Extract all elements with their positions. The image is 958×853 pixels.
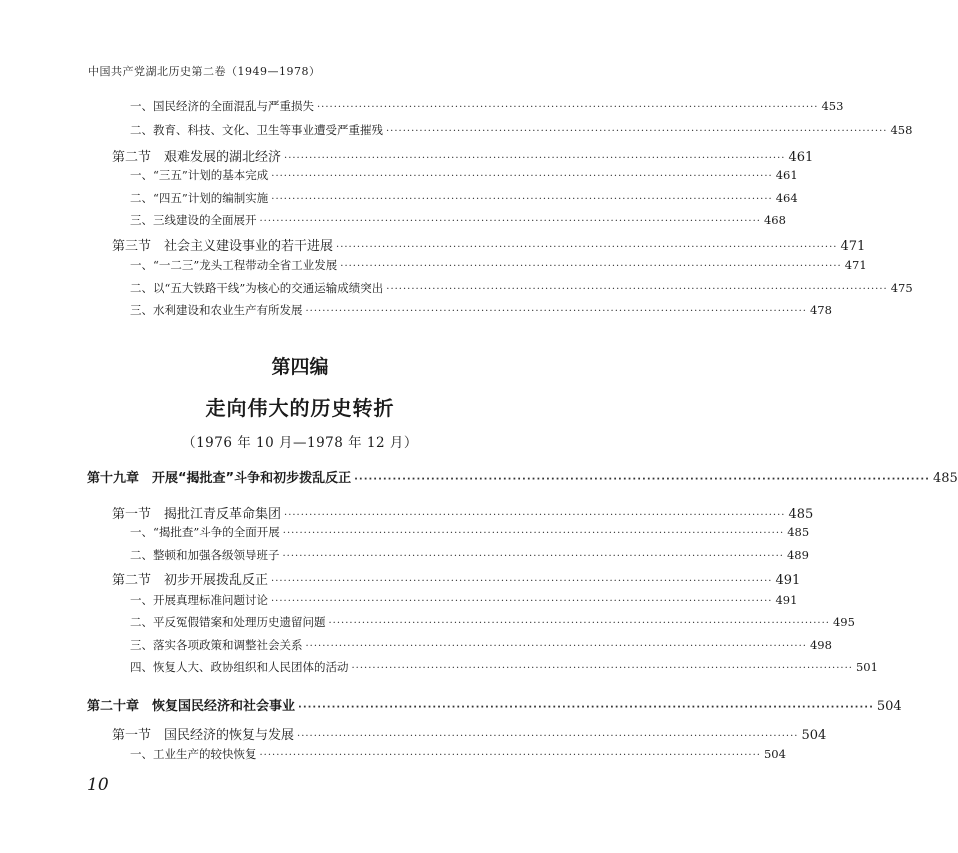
toc-page-number: 458: [890, 123, 913, 137]
toc-entry-title: 第二十章 恢复国民经济和社会事业: [87, 699, 296, 714]
toc-entry-title: 二、以“五大铁路干线”为核心的交通运输成绩突出: [130, 281, 384, 295]
dot-leader: ························································································································: [340, 261, 842, 272]
dot-leader: ························································································································: [282, 551, 784, 562]
dot-leader: ························································································································: [271, 171, 773, 182]
toc-section[interactable]: [112, 235, 866, 254]
toc-item[interactable]: [130, 212, 786, 228]
toc-entry-title: 二、整顿和加强各级领导班子: [130, 548, 280, 562]
toc-entry-title: 一、开展真理标准问题讨论: [130, 593, 268, 607]
toc-chapter[interactable]: [87, 695, 902, 714]
toc-page-number: 485: [932, 471, 958, 486]
toc-entry-title: 三、落实各项政策和调整社会关系: [130, 638, 303, 652]
toc-section[interactable]: [112, 724, 827, 743]
toc-page-number: 504: [763, 747, 786, 761]
toc-item[interactable]: [130, 98, 844, 114]
toc-page-number: 478: [809, 303, 832, 317]
toc-page-number: 468: [763, 213, 786, 227]
dot-leader: ························································································································: [354, 474, 930, 485]
dot-leader: ························································································································: [305, 641, 807, 652]
toc-section[interactable]: [112, 503, 814, 522]
toc-item[interactable]: [130, 302, 832, 318]
toc-entry-title: 一、国民经济的全面混乱与严重损失: [130, 99, 314, 113]
toc-section[interactable]: [112, 146, 814, 165]
toc-item[interactable]: [130, 614, 855, 630]
toc-item[interactable]: [130, 280, 913, 296]
toc-page-number: 475: [890, 281, 913, 295]
page-number: 10: [87, 775, 109, 795]
part-label: 第四编: [271, 356, 329, 378]
toc-page-number: 485: [787, 525, 810, 539]
toc-entry-title: 第一节 揭批江青反革命集团: [112, 507, 282, 522]
dot-leader: ························································································································: [271, 194, 773, 205]
toc-item[interactable]: [130, 746, 786, 762]
toc-page-number: 498: [809, 638, 832, 652]
toc-item[interactable]: [130, 637, 832, 653]
toc-page-number: 501: [855, 660, 878, 674]
dot-leader: ························································································································: [259, 750, 761, 761]
toc-entry-title: 第十九章 开展“揭批查”斗争和初步拨乱反正: [87, 471, 352, 486]
dot-leader: ························································································································: [284, 153, 786, 164]
dot-leader: ························································································································: [351, 663, 853, 674]
toc-page-number: 491: [775, 593, 798, 607]
toc-page-number: 464: [775, 191, 798, 205]
dot-leader: ························································································································: [317, 102, 819, 113]
toc-item[interactable]: [130, 190, 798, 206]
toc-item[interactable]: [130, 592, 798, 608]
toc-page-number: 489: [786, 548, 809, 562]
toc-page-number: 495: [832, 615, 855, 629]
dot-leader: ························································································································: [284, 510, 786, 521]
running-header: 中国共产党湖北历史第二卷（1949—1978）: [88, 65, 321, 78]
toc-entry-title: 三、三线建设的全面展开: [130, 213, 257, 227]
dot-leader: ························································································································: [305, 306, 807, 317]
toc-page-number: 491: [775, 573, 801, 588]
toc-item[interactable]: [130, 122, 913, 138]
dot-leader: ························································································································: [297, 731, 799, 742]
toc-item[interactable]: [130, 547, 809, 563]
toc-entry-title: 一、“揭批查”斗争的全面开展: [130, 525, 280, 539]
toc-entry-title: 二、平反冤假错案和处理历史遗留问题: [130, 615, 326, 629]
toc-entry-title: 二、“四五”计划的编制实施: [130, 191, 269, 205]
dot-leader: ························································································································: [271, 596, 773, 607]
dot-leader: ························································································································: [328, 618, 830, 629]
dot-leader: ························································································································: [336, 242, 838, 253]
toc-page-number: 461: [788, 150, 814, 165]
toc-entry-title: 四、恢复人大、政协组织和人民团体的活动: [130, 660, 349, 674]
toc-page-number: 504: [876, 699, 902, 714]
toc-page-number: 461: [775, 168, 798, 182]
toc-entry-title: 三、水利建设和农业生产有所发展: [130, 303, 303, 317]
toc-entry-title: 一、“一二三”龙头工程带动全省工业发展: [130, 258, 338, 272]
dot-leader: ························································································································: [282, 528, 785, 539]
toc-section[interactable]: [112, 569, 801, 588]
dot-leader: ························································································································: [386, 126, 888, 137]
part-title: 走向伟大的历史转折: [205, 396, 395, 420]
dot-leader: ························································································································: [386, 284, 888, 295]
toc-entry-title: 一、工业生产的较快恢复: [130, 747, 257, 761]
toc-entry-title: 一、“三五”计划的基本完成: [130, 168, 269, 182]
toc-page-number: 485: [788, 507, 814, 522]
toc-item[interactable]: [130, 659, 878, 675]
toc-entry-title: 第二节 艰难发展的湖北经济: [112, 150, 282, 165]
toc-item[interactable]: [130, 524, 810, 540]
toc-chapter[interactable]: [87, 467, 958, 486]
dot-leader: ························································································································: [298, 702, 874, 713]
toc-entry-title: 第三节 社会主义建设事业的若干进展: [112, 239, 334, 254]
toc-page-number: 453: [821, 99, 844, 113]
toc-page-number: 471: [844, 258, 867, 272]
toc-item[interactable]: [130, 167, 798, 183]
part-dates: （1976 年 10 月—1978 年 12 月）: [182, 435, 418, 451]
toc-page-number: 471: [840, 239, 866, 254]
toc-item[interactable]: [130, 257, 867, 273]
dot-leader: ························································································································: [271, 576, 773, 587]
dot-leader: ························································································································: [259, 216, 761, 227]
toc-entry-title: 第二节 初步开展拨乱反正: [112, 573, 269, 588]
toc-entry-title: 第一节 国民经济的恢复与发展: [112, 728, 295, 743]
toc-page-number: 504: [801, 728, 827, 743]
toc-entry-title: 二、教育、科技、文化、卫生等事业遭受严重摧残: [130, 123, 383, 137]
